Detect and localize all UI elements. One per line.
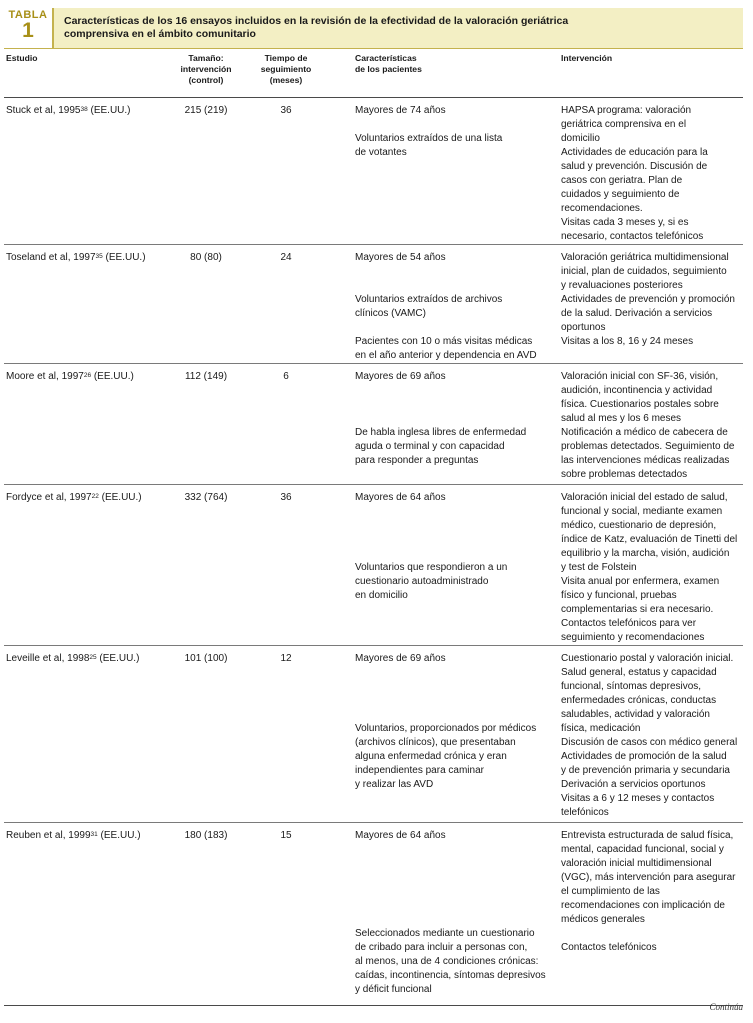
chars-cell: [355, 104, 555, 160]
study-cell: [6, 652, 171, 666]
intervention-cell: [561, 104, 743, 244]
chars-line: y déficit funcional: [355, 984, 432, 995]
table-title-line1: Características de los 16 ensayos incluidos en la revisión de la efectividad de la valoración geriátrica: [64, 15, 569, 27]
table-row: [4, 364, 743, 485]
study-author: Moore et al, 1997: [6, 371, 84, 382]
followup-cell: 36: [280, 105, 292, 116]
table-container: [4, 8, 743, 1006]
interv-line: (VGC), más intervención para asegurar: [561, 872, 736, 883]
study-author: Leveille et al, 1998: [6, 653, 90, 664]
study-author: Reuben et al, 1999: [6, 830, 91, 841]
chars-cell: [355, 251, 555, 363]
study-ref: 22: [91, 493, 99, 500]
col-follow-l1: Tiempo de: [264, 53, 308, 63]
size-cell: 80 (80): [190, 252, 222, 263]
chars-line: Mayores de 69 años: [355, 653, 446, 664]
size-cell: 180 (183): [184, 830, 228, 841]
col-size-l1: Tamaño:: [188, 53, 224, 63]
interv-line: casos con geriatra. Plan de: [561, 175, 683, 186]
col-follow-l3: (meses): [269, 75, 303, 85]
study-cell: [6, 104, 171, 118]
chars-line: de cribado para incluir a personas con,: [355, 942, 528, 953]
interv-line: el cumplimiento de las: [561, 886, 660, 897]
interv-line: Contactos telefónicos: [561, 942, 657, 953]
chars-line: Seleccionados mediante un cuestionario: [355, 928, 535, 939]
interv-line: salud y prevención. Discusión de: [561, 161, 708, 172]
col-size-header: [170, 53, 242, 86]
study-country: (EE.UU.): [97, 830, 141, 841]
chars-line: (archivos clínicos), que presentaban: [355, 737, 516, 748]
study-country: (EE.UU.): [91, 371, 134, 382]
study-author: Toseland et al, 1997: [6, 252, 96, 263]
chars-cell: [355, 652, 555, 792]
chars-line: de votantes: [355, 147, 407, 158]
study-ref: 31: [90, 831, 98, 838]
table-label-box: [4, 8, 52, 48]
interv-line: complementarias si era necesario.: [561, 604, 714, 615]
interv-line: Visita anual por enfermera, examen: [561, 576, 720, 587]
chars-line: cuestionario autoadministrado: [355, 576, 489, 587]
study-ref: 35: [95, 253, 103, 260]
chars-line: Voluntarios extraídos de una lista: [355, 133, 503, 144]
interv-line: médicos generales: [561, 914, 645, 925]
interv-line: cuidados y seguimiento de: [561, 189, 680, 200]
table-row: [4, 823, 743, 1006]
study-author: Stuck et al, 1995: [6, 105, 81, 116]
interv-line: físico y funcional, pruebas: [561, 590, 677, 601]
followup-cell: 15: [280, 830, 292, 841]
chars-line: Mayores de 64 años: [355, 830, 446, 841]
chars-line: independientes para caminar: [355, 765, 484, 776]
chars-cell: [355, 829, 555, 997]
table-title-line2: comprensiva en el ámbito comunitario: [64, 28, 256, 40]
chars-line: en domicilio: [355, 590, 408, 601]
interv-line: geriátrica comprensiva en el: [561, 119, 687, 130]
chars-line: Mayores de 54 años: [355, 252, 446, 263]
interv-line: y de prevención primaria y secundaria: [561, 765, 730, 776]
chars-line: y realizar las AVD: [355, 779, 434, 790]
table-row: [4, 98, 743, 245]
col-study-header: Estudio: [6, 53, 38, 63]
followup-cell: 6: [283, 371, 289, 382]
chars-line: Voluntarios, proporcionados por médicos: [355, 723, 537, 734]
intervention-cell: [561, 491, 743, 645]
table-label: TABLA: [8, 9, 48, 21]
interv-line: las intervenciones médicas realizadas: [561, 455, 730, 466]
interv-line: y revaluaciones posteriores: [561, 280, 683, 291]
study-cell: [6, 251, 171, 265]
interv-line: Actividades de prevención y promoción: [561, 294, 735, 305]
interv-line: física. Cuestionarios postales sobre: [561, 399, 719, 410]
col-size-l3: (control): [188, 75, 224, 85]
interv-line: Derivación a servicios oportunos: [561, 779, 706, 790]
col-chars-l1: Características: [355, 53, 417, 63]
intervention-cell: [561, 829, 743, 955]
table-title: [52, 8, 743, 48]
interv-line: de la salud. Derivación a servicios: [561, 308, 713, 319]
size-cell: 101 (100): [184, 653, 228, 664]
interv-line: necesario, contactos telefónicos: [561, 231, 704, 242]
intervention-cell: [561, 652, 743, 820]
chars-cell: [355, 491, 555, 603]
study-country: (EE.UU.): [102, 252, 146, 263]
interv-line: índice de Katz, evaluación de Tinetti del: [561, 534, 738, 545]
table-number: 1: [22, 19, 34, 42]
interv-line: Salud general, estatus y capacidad: [561, 667, 717, 678]
chars-line: Voluntarios extraídos de archivos: [355, 294, 503, 305]
chars-line: Pacientes con 10 o más visitas médicas: [355, 336, 533, 347]
interv-line: Valoración geriátrica multidimensional: [561, 252, 729, 263]
study-country: (EE.UU.): [96, 653, 140, 664]
interv-line: y test de Folstein: [561, 562, 637, 573]
chars-line: al menos, una de 4 condiciones crónicas:: [355, 956, 539, 967]
interv-line: física, medicación: [561, 723, 641, 734]
interv-line: funcional, síntomas depresivos,: [561, 681, 702, 692]
table-row: [4, 245, 743, 364]
interv-line: saludables, actividad y valoración: [561, 709, 710, 720]
interv-line: domicilio: [561, 133, 600, 144]
chars-line: De habla inglesa libres de enfermedad: [355, 427, 527, 438]
table-header: [4, 8, 743, 48]
chars-line: Mayores de 69 años: [355, 371, 446, 382]
study-country: (EE.UU.): [98, 492, 142, 503]
interv-line: Visitas cada 3 meses y, si es: [561, 217, 689, 228]
interv-line: salud al mes y los 6 meses: [561, 413, 682, 424]
intervention-cell: [561, 370, 743, 482]
interv-line: HAPSA programa: valoración: [561, 105, 692, 116]
interv-line: Actividades de educación para la: [561, 147, 708, 158]
chars-line: alguna enfermedad crónica y eran: [355, 751, 507, 762]
study-ref: 26: [83, 372, 92, 379]
col-interv-header: Intervención: [561, 53, 613, 63]
study-country: (EE.UU.): [87, 105, 131, 116]
interv-line: médico, cuestionario de depresión,: [561, 520, 717, 531]
col-chars-l2: de los pacientes: [355, 64, 422, 74]
study-ref: 38: [80, 106, 88, 113]
interv-line: telefónicos: [561, 807, 609, 818]
study-ref: 25: [89, 654, 97, 661]
interv-line: funcional y social, mediante examen: [561, 506, 723, 517]
col-size-l2: intervención: [180, 64, 232, 74]
interv-line: equilibrio y la marcha, visión, audición: [561, 548, 730, 559]
interv-line: enfermedades crónicas, conductas: [561, 695, 717, 706]
followup-cell: 12: [280, 653, 292, 664]
interv-line: Valoración inicial del estado de salud,: [561, 492, 728, 503]
interv-line: Entrevista estructurada de salud física,: [561, 830, 734, 841]
followup-cell: 24: [280, 252, 292, 263]
interv-line: problemas detectados. Seguimiento de: [561, 441, 735, 452]
interv-line: Actividades de promoción de la salud: [561, 751, 727, 762]
continued-note: Continúa: [709, 1002, 743, 1012]
interv-line: audición, incontinencia y actividad: [561, 385, 713, 396]
chars-line: clínicos (VAMC): [355, 308, 426, 319]
table-row: [4, 646, 743, 823]
col-follow-l2: seguimiento: [260, 64, 312, 74]
interv-line: inicial, plan de cuidados, seguimiento: [561, 266, 727, 277]
chars-line: aguda o terminal y con capacidad: [355, 441, 505, 452]
interv-line: mental, capacidad funcional, social y: [561, 844, 724, 855]
interv-line: recomendaciones.: [561, 203, 643, 214]
interv-line: recomendaciones con implicación de: [561, 900, 725, 911]
size-cell: 215 (219): [184, 105, 228, 116]
study-author: Fordyce et al, 1997: [6, 492, 92, 503]
table-row: [4, 485, 743, 646]
interv-line: Notificación a médico de cabecera de: [561, 427, 728, 438]
study-cell: [6, 829, 171, 843]
interv-line: valoración inicial multidimensional: [561, 858, 712, 869]
chars-line: para responder a preguntas: [355, 455, 479, 466]
chars-cell: [355, 370, 555, 468]
study-cell: [6, 491, 171, 505]
chars-line: Voluntarios que respondieron a un: [355, 562, 508, 573]
interv-line: Visitas a 6 y 12 meses y contactos: [561, 793, 715, 804]
interv-line: Visitas a los 8, 16 y 24 meses: [561, 336, 694, 347]
interv-line: Discusión de casos con médico general: [561, 737, 738, 748]
interv-line: Contactos telefónicos para ver: [561, 618, 697, 629]
col-followup-header: [250, 53, 322, 86]
size-cell: 112 (149): [184, 371, 228, 382]
chars-line: Mayores de 74 años: [355, 105, 446, 116]
interv-line: oportunos: [561, 322, 606, 333]
interv-line: Cuestionario postal y valoración inicial.: [561, 653, 734, 664]
study-cell: [6, 370, 171, 384]
chars-line: en el año anterior y dependencia en AVD: [355, 350, 537, 361]
intervention-cell: [561, 251, 743, 349]
chars-line: Mayores de 64 años: [355, 492, 446, 503]
col-chars-header: [355, 53, 422, 75]
column-headers: [4, 48, 743, 98]
interv-line: Valoración inicial con SF-36, visión,: [561, 371, 719, 382]
followup-cell: 36: [280, 492, 292, 503]
size-cell: 332 (764): [184, 492, 228, 503]
interv-line: sobre problemas detectados: [561, 469, 688, 480]
chars-line: caídas, incontinencia, síntomas depresivos: [355, 970, 546, 981]
interv-line: seguimiento y recomendaciones: [561, 632, 705, 643]
